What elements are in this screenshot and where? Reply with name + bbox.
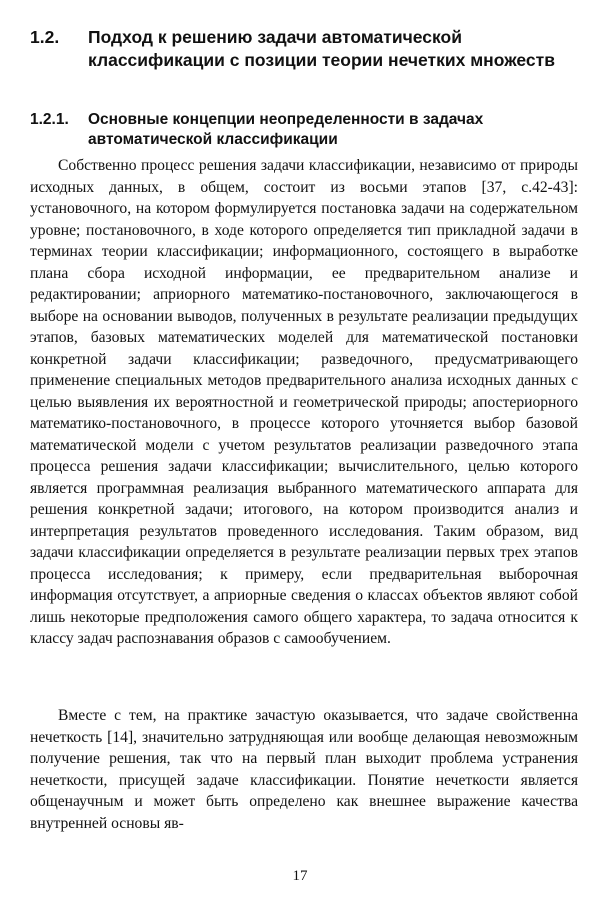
subsection-title: Основные концепции неопределенности в задачах автоматической классификации: [88, 111, 484, 148]
section-number: 1.2.: [30, 27, 60, 47]
section-heading: [30, 26, 578, 72]
page-number: 17: [292, 868, 308, 884]
subsection-heading: [30, 110, 578, 150]
body-paragraph-1: Собственно процесс решения задачи классификации, независимо от природы исходных данных, в общем, состоит из восьми этапов [37, с.42-43]: установочного, на котором формулируется постановка задачи на содержательном уровне; постановочного, в ходе которого определяется тип прикладной задачи в терминах теории классификации; информационного, состоящего в выработке плана сбора исходной информации, ее предварительном анализе и редактировании; априорного математико-постановочного, заключающегося в выборе на основании выводов, полученных в результате реализации предыдущих этапов, базовых математических моделей для математической постановки конкретной задачи классификации; разведочного, предусматривающего применение специальных методов предварительного анализа исходных данных с целью выявления их вероятностной и геометрической природы; апостериорного математико-постановочного, в процессе которого уточняется выбор базовой математической модели с учетом результатов реализации разведочного этапа процесса решения задачи классификации; вычислительного, целью которого является программная реализация выбранного математического аппарата для решения конкретной задачи; итогового, на котором производится анализ и интерпретация результатов проведенного исследования. Таким образом, вид задачи классификации определяется в результате реализации первых трех этапов процесса исследования; к примеру, если предварительная выборочная информация отсутствует, а априорные сведения о классах объектов являют собой лишь некоторые предположения самого общего характера, то задача относится к классу задач распознавания образов с самообучением.: [30, 157, 578, 647]
body-paragraph-2: Вместе с тем, на практике зачастую оказывается, что задаче свойственна нечеткость [14], значительно затрудняющая или вообще делающая невозможным получение решения, так что на первый план выходит проблема устранения нечеткости, присущей задаче классификации. Понятие нечеткости является общенаучным и может быть определено как внешнее выражение качества внутренней основы яв-: [30, 707, 578, 832]
section-title: Подход к решению задачи автоматической классификации с позиции теории нечетких множеств: [88, 27, 555, 70]
subsection-number: 1.2.1.: [30, 111, 69, 128]
